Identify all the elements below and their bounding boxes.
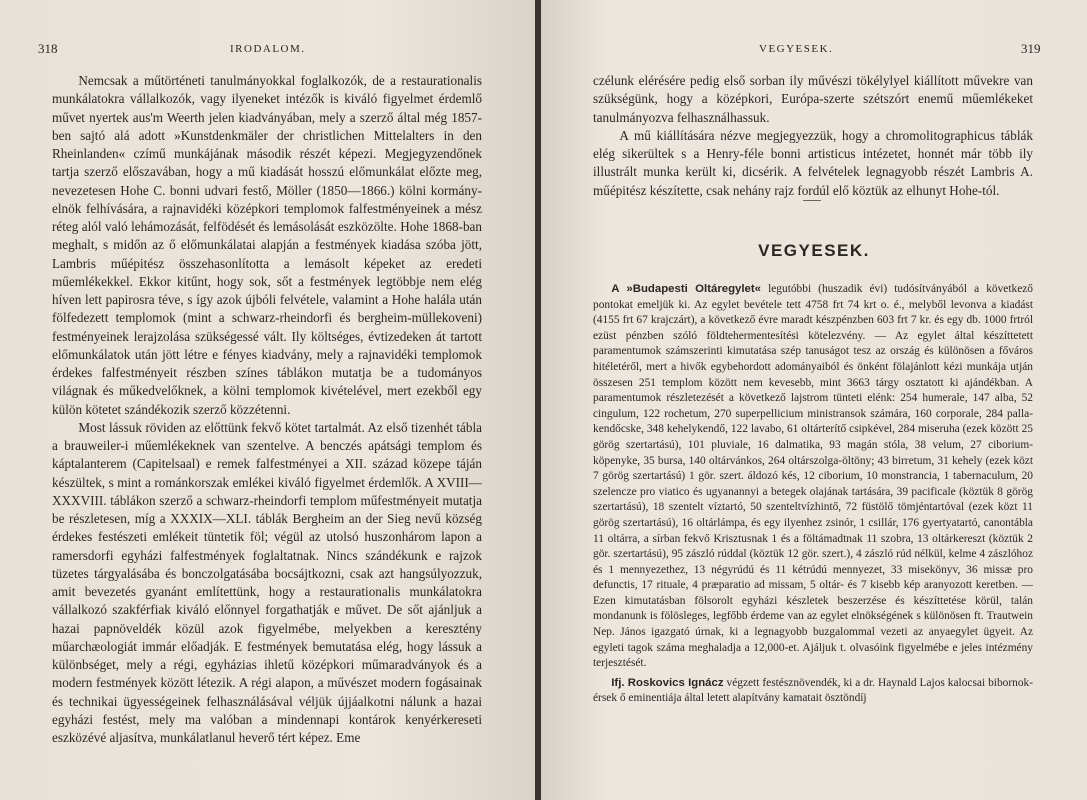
page-number-left: 318	[38, 41, 58, 56]
paragraph: czélunk elérésére pedig első sorban ily művészi tökélylyel kiállított művekre van szükségünk, hogy a középkori, Európa-szerte szétszórt enemű műemlékeket tanulmányozva felhasználhassuk.	[593, 73, 1033, 125]
notice-item	[593, 282, 1033, 672]
notice-text: legutóbbi (huszadik évi) tudósítványából a következő pontokat emeljük ki. Az egylet bevétele tett 4758 frt 74 krt o. é., melyből levonva a kiadást (4155 frt 67 krajczárt), a következő évre maradt készpénzben 603 frt 7 kr. és egy db. 1000 frtról ezüst pénzben szóló földtehermentesítési kötelezvény. — Az egylet által készíttetett paramentumok számszerinti kimutatása szép tanuságot tesz az ország és különösen a főváros hitéletéről, mert a hivők egybehordott adományaiból és önként fölajánlott kézi munkája utján összesen 251 templom között nem kevesebb, mint 3663 tárgy osztatott ki ajándékban. A paramentumok részletezését a következő lajstrom tünteti elénk: 254 humerale, 147 alba, 52 cingulum, 122 rochetum, 270 superpellicium ministransok számára, 160 corporale, 284 palla-kendőcske, 348 kehelykendő, 122 lavabo, 61 oltárterítő csipkével, 284 miseruha (ezek között 25 görög szertartású), 101 pluviale, 16 dalmatika, 93 magán stóla, 38 velum, 27 ciborium-köpenyke, 35 bursa, 140 oltárvánkos, 264 oltárszolga-öltöny; 43 birretum, 31 kehely (ezek közt 7 görög szertartású) 1 gör. szert. áldozó kés, 12 ciborium, 10 monstrancia, 1 tabernaculum, 20 szelencze pro viatico és ugyanannyi a betegek olajának tartására, 39 pacificale (köztük 8 görög szertartású), 18 szentelt víztartó, 50 szenteltvízhintő, 72 füstölő tömjéntartóval (ezek közt 11 görög szertartású), 16 oltárlámpa, és egy ilyenhez zsinór, 1 csillár, 176 gyertyatartó, canontábla 11 oltárra, a sírban fekvő Krisztusnak 1 és a föltámadtnak 11 szobra, 13 oltárkereszt (köztük 2 gör. szertartású), 95 zászló rúddal (köztük 12 gör. szert.), 4 zászló rúd nélkül, kelme 4 zászlóhoz és 1 mennyezethez, 13 négyrúdú és 11 kétrúdú mennyezet, 33 misekönyv, 36 missæ pro defunctis, 17 rituale, 4 præparatio ad missam, 5 oltár- és 7 kisebb kép aranyozott keretben. — Ezen kimutatásban fölsorolt egyházi készletek beszerzése és készíttetése körül, talán mondanunk is fölösleges, legfőbb érdeme van az egylet elnökségének s különösen ft. Trautwein Nep. János igazgató úrnak, ki a legnagyobb buzgalommal vezeti az anyaegylet ügyeit. Az egyleti tagok száma meghaladja a 12,000-et. Ajáljuk t. olvasóink figyelmébe e jeles intézmény terjesztését.	[593, 283, 1034, 670]
left-page	[0, 0, 535, 800]
paragraph: Most lássuk röviden az előttünk fekvő kötet tartalmát. Az első tizenhét tábla a brauweiler-i műemlékeknek van szentelve. A benczés apátsági templom és káptalanterem (Capitelsaal) e remek falfestményei a XII. század közepe táján készültek, s mint a románkorszak emlékei kiváló figyelmet érdemlők. A XVIII—XXXVIII. táblákon szerző a schwarz-rheindorfi templom műfestményeit mutatja be részletesen, míg a XXXIX—XLI. táblák Bergheim an der Sieg nevű község érdekes festészeti emlékeit tüntetik föl; végül az utolsó huszonhárom lapon a ramersdorfi egyházi falfestmények foglaltatnak. Nincs szándékunk e rajzok tüzetes tárgyalásába és bonczolgatásába bocsájtkozni, csak azt hangsúlyozzuk, amit bevezetés gyanánt említettünk, hogy a restaurationalis munkálatokra vállalkozó szakférfiak kiváló előnnyel forgathatják e művet. De sőt ajánljuk a hazai papnöveldék közül azok figyelmébe, melyekben a keresztény műarchæologiát immár előadják. E festmények bemutatása elég, hogy lássuk a különbséget, mely a régi, egyházias ihletű középkori műmaradványok és a modern festmények között létezik. A régi alapon, a művészet modern fogásainak és technikai ügyességeinek felhasználásával véljük újjáalkotni nálunk a hazai egyházi festést, mely ma valóban a mindennapi kontárok kenyérkereseti eszközévé aljasítva, munkálatlanul heverő tért képez. Eme	[52, 419, 482, 745]
page-number-right: 319	[1021, 41, 1041, 56]
running-head-right: VEGYESEK.	[759, 43, 834, 55]
notices	[593, 282, 1033, 707]
paragraph: Nemcsak a műtörténeti tanulmányokkal foglalkozók, de a restaurationalis munkálatokra vállalkozók, vagy ilyeneket intézők is kiváló figyelmet érdemlő művet nyertek aus'm Weerth jelen kiadványában, mely a szerző által még 1857-ben sajtó alá adott »Kunstdenkmäler der christlichen Mittelalters in den Rheinlanden« czímű munkájának második részét képezi. Megjegyzendőnek tartja szerző előszavában, hogy a mű kiadását hosszú előmunkálat előzte meg, nevezetesen Hohe C. bonni udvari festő, Möller (1850—1866.) kölni kormány-elnök felhívására, a rajnavidéki középkori templomok falfestményeinek a mész réteg alól való lehámozását, felfödését és lemásolását eszközölte. Hohe 1868-ban meghalt, s midőn az ő előmunkálatai alapján a festmények kiadása szóba jött, Lambris műépitész összehasonlította a lemásolt képeket az eredeti műemlékekkel. Ekkor kitűnt, hogy sok, sőt a festmények legtöbbje nem elég híven lett papirosra téve, s így azok újbóli felvétele, valamint a Hohe halála után fölfedezett templomok (mint a schwarz-rheindorfi és bergheim-müllekoveni) festményeinek lerajzolása szükségessé vált. Ily költséges, évtizedeken át tartott előmunkálatok után jött létre e fényes kiadvány, mely a rajnavidéki templomok érdekes falfestményeit részben színes táblákon mutatja be a tudományos világnak és műkedvelőknek, a kölni templomok kivételével, mert ezekből egy külön kötetet szándékozik szerző közzétenni.	[52, 73, 482, 417]
paragraph: A mű kiállítására nézve megjegyezzük, hogy a chromolitographicus táblák elég sikerültek s a Henry-féle bonni artisticus intézetet, honnét már több ily illustrált munka került ki, dicsérik. A felvételek legnagyobb részét Lambris A. műépitész készítette, csak nehány rajz fordúl elő köztük az elhunyt Hohe-tól.	[593, 127, 1033, 198]
right-page	[541, 0, 1087, 800]
notice-lead: A »Budapesti Oltáregylet«	[611, 283, 762, 295]
notice-text: végzett festésznövendék, ki a dr. Haynald Lajos kalocsai bibornok-érsek ő eminentiája által letett alapítvány kamatait ösztöndíj	[593, 676, 1034, 705]
section-divider	[803, 200, 821, 201]
body-text-right	[593, 72, 1033, 200]
notice-item	[593, 676, 1033, 707]
body-text-left	[52, 72, 482, 747]
running-head-left: IRODALOM.	[230, 43, 306, 55]
section-title: VEGYESEK.	[758, 241, 870, 260]
notice-lead: Ifj. Roskovics Ignácz	[611, 676, 724, 689]
